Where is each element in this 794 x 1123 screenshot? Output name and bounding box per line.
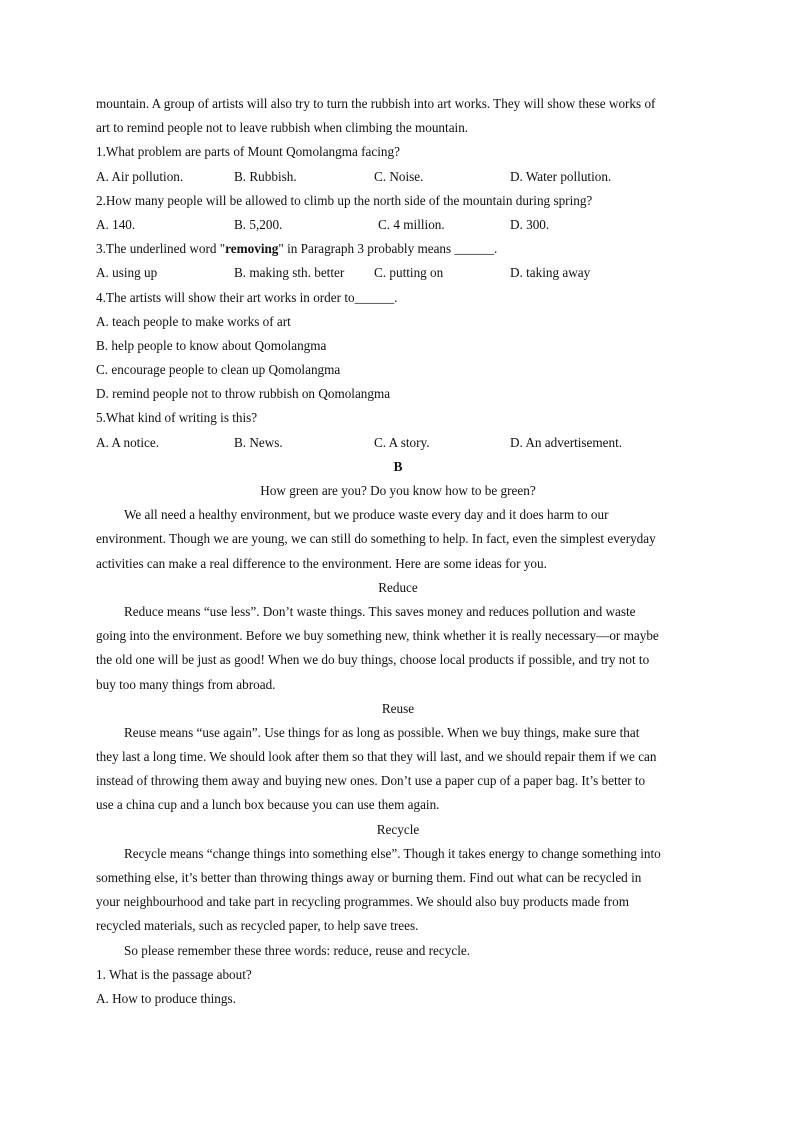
- option-c: C. putting on: [374, 265, 444, 281]
- question-stem-part: 3.The underlined word ": [96, 241, 226, 257]
- subheading-reuse: Reuse: [381, 700, 415, 716]
- paragraph-line: Recycle means “change things into something else”. Though it takes energy to change something into: [124, 845, 661, 861]
- option-c: C. Noise.: [374, 168, 424, 184]
- subheading-recycle: Recycle: [376, 821, 420, 837]
- paragraph-line: recycled materials, such as recycled paper, to help save trees.: [96, 918, 419, 934]
- option-d: D. 300.: [510, 216, 550, 232]
- option-a: A. How to produce things.: [96, 990, 236, 1006]
- paragraph-line: activities can make a real difference to the environment. Here are some ideas for you.: [96, 555, 547, 571]
- question-stem: 4.The artists will show their art works in order to______.: [96, 289, 398, 305]
- option-b: B. News.: [234, 434, 283, 450]
- option-row: [96, 213, 700, 237]
- question-stem: 2.How many people will be allowed to climb up the north side of the mountain during spring?: [96, 192, 593, 208]
- option-a: A. teach people to make works of art: [96, 313, 291, 329]
- question-stem: 1. What is the passage about?: [96, 966, 252, 982]
- passage-line: mountain. A group of artists will also try to turn the rubbish into art works. They will show these works of: [96, 96, 656, 111]
- option-b: B. 5,200.: [234, 216, 283, 232]
- paragraph-line: buy too many things from abroad.: [96, 676, 276, 692]
- option-c: C. A story.: [374, 434, 430, 450]
- option-a: A. using up: [96, 265, 158, 281]
- option-row: [96, 261, 700, 285]
- option-row: [96, 431, 700, 455]
- document-page: [96, 92, 700, 1011]
- paragraph-line: going into the environment. Before we buy something new, think whether it is really necessary—or maybe: [96, 628, 659, 644]
- paragraph-line: your neighbourhood and take part in recycling programmes. We should also buy products made from: [96, 894, 630, 910]
- paragraph-line: use a china cup and a lunch box because you can use them again.: [96, 797, 440, 813]
- passage-line: art to remind people not to leave rubbish when climbing the mountain.: [96, 120, 469, 136]
- paragraph-line: they last a long time. We should look after them so that they will last, and we should repair them if we can: [96, 749, 657, 765]
- option-d: D. taking away: [510, 265, 591, 281]
- question-stem: 5.What kind of writing is this?: [96, 410, 258, 426]
- option-a: A. Air pollution.: [96, 168, 184, 184]
- option-b: B. making sth. better: [234, 265, 345, 281]
- option-d: D. An advertisement.: [510, 434, 623, 450]
- section-title: How green are you? Do you know how to be green?: [260, 483, 536, 498]
- option-a: A. A notice.: [96, 434, 159, 450]
- option-b: B. Rubbish.: [234, 168, 297, 184]
- question-stem: [96, 237, 700, 261]
- subheading-reduce: Reduce: [378, 579, 418, 595]
- paragraph-line: instead of throwing them away and buying new ones. Don’t use a paper cup of a paper bag. It’s better to: [96, 773, 646, 789]
- paragraph-line: Reuse means “use again”. Use things for as long as possible. When we buy things, make sure that: [124, 724, 640, 740]
- section-label: B: [393, 458, 403, 474]
- question-stem-bold-word: removing: [225, 241, 279, 257]
- paragraph-line: We all need a healthy environment, but we produce waste every day and it does harm to our: [124, 507, 609, 523]
- option-c: C. 4 million.: [378, 216, 445, 232]
- option-d: D. remind people not to throw rubbish on Qomolangma: [96, 386, 391, 402]
- paragraph-line: Reduce means “use less”. Don’t waste things. This saves money and reduces pollution and waste: [124, 603, 636, 619]
- option-b: B. help people to know about Qomolangma: [96, 337, 327, 353]
- question-stem: 1.What problem are parts of Mount Qomolangma facing?: [96, 144, 400, 160]
- question-stem-part: " in Paragraph 3 probably means ______.: [278, 241, 498, 257]
- paragraph-line: environment. Though we are young, we can still do something to help. In fact, even the simplest everyday: [96, 531, 656, 547]
- paragraph-line: the old one will be just as good! When we do buy things, choose local products if possible, and try not to: [96, 652, 650, 668]
- option-a: A. 140.: [96, 216, 136, 232]
- closing-line: So please remember these three words: reduce, reuse and recycle.: [124, 942, 471, 958]
- option-c: C. encourage people to clean up Qomolangma: [96, 362, 341, 378]
- option-d: D. Water pollution.: [510, 168, 612, 184]
- option-row: [96, 165, 700, 189]
- paragraph-line: something else, it’s better than throwing things away or burning them. Find out what can be recycled in: [96, 870, 642, 885]
